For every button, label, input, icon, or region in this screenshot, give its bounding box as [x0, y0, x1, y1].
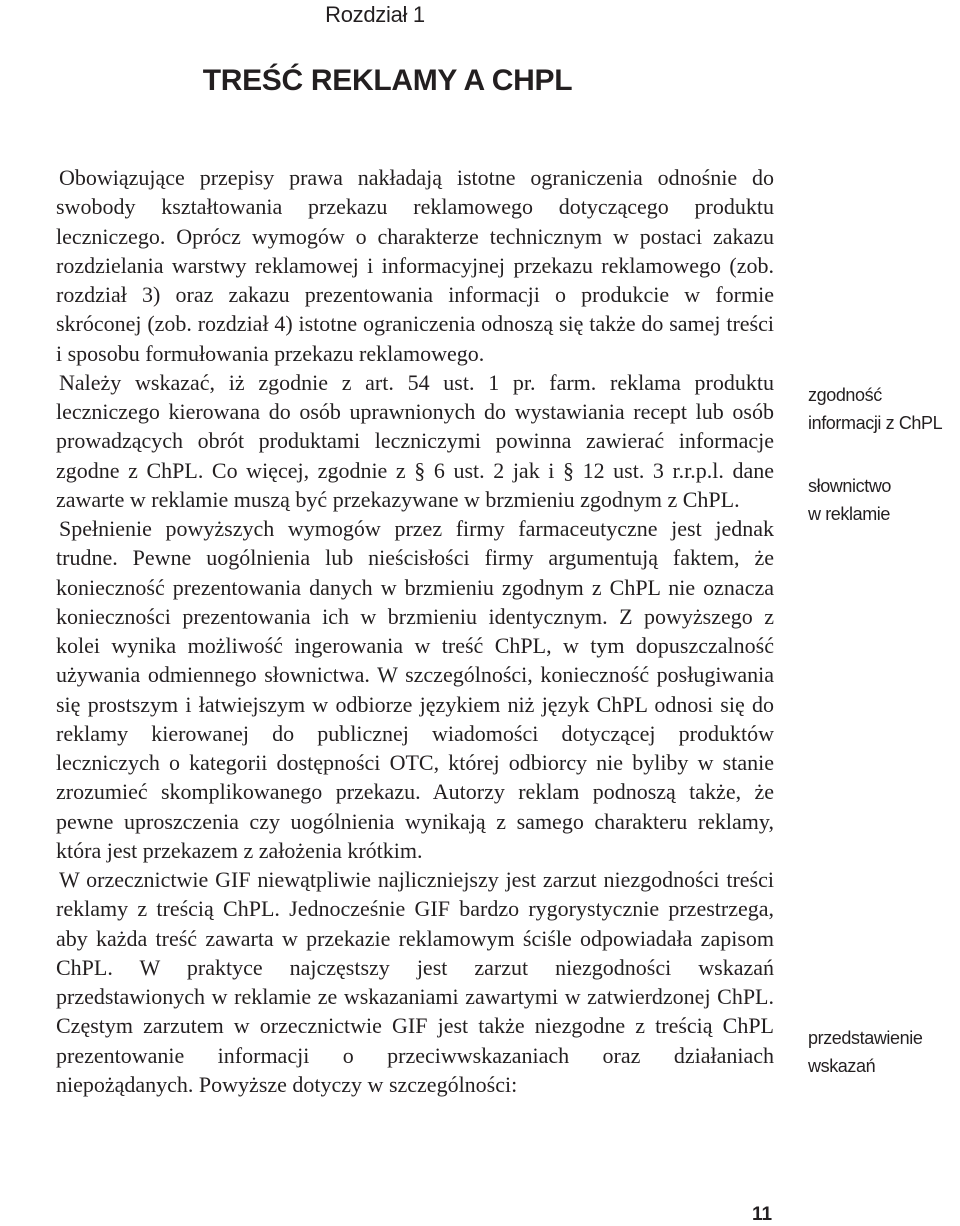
margin-note-line: przedstawienie — [808, 1028, 923, 1048]
margin-note-line: w reklamie — [808, 504, 891, 524]
margin-note-indications — [808, 1024, 958, 1080]
margin-note-line: informacji z ChPL — [808, 413, 943, 433]
paragraph-intro: Obowiązujące przepisy prawa nakładają istotne ograniczenia odnośnie do swobody kształtowania przekazu reklamowego dotyczącego produktu leczniczego. Oprócz wymogów o charakterze technicznym w postaci zakazu rozdzielania warstwy reklamowej i informacyjnej przekazu reklamowego (zob. rozdział 3) oraz zakazu prezentowania informacji o produkcie w formie skróconej (zob. rozdział 4) istotne ograniczenia odnoszą się także do samej treści i sposobu formułowania przekazu reklamowego. — [56, 165, 774, 366]
margin-note-chpl-consistency — [808, 381, 958, 437]
margin-note-vocabulary — [808, 472, 958, 528]
margin-note-line: zgodność — [808, 385, 882, 405]
page-number: 11 — [752, 1204, 773, 1225]
chapter-title: TREŚĆ REKLAMY A CHPL — [202, 64, 573, 97]
paragraph-legal-basis: Należy wskazać, iż zgodnie z art. 54 ust. 1 pr. farm. reklama produktu leczniczego kierowana do osób uprawnionych do wystawiania recept lub osób prowadzących obrót produktami leczniczymi powinna zawierać informacje zgodne z ChPL. Co więcej, zgodnie z § 6 ust. 2 jak i § 12 ust. 3 r.r.p.l. dane zawarte w reklamie muszą być przekazywane w brzmieniu zgodnym z ChPL. — [56, 369, 774, 512]
chapter-label: Rozdział 1 — [325, 2, 425, 27]
paragraph-gif-case-law: W orzecznictwie GIF niewątpliwie najliczniejszy jest zarzut niezgodności treści reklamy z treścią ChPL. Jednocześnie GIF bardzo rygorystycznie przestrzega, aby każda treść zawarta w przekazie reklamowym ściśle odpowiadała zapisom ChPL. W praktyce najczęstszy jest zarzut niezgodności wskazań przedstawionych w reklamie ze wskazaniami zawartymi w zatwierdzonej ChPL. Częstym zarzutem w orzecznictwie GIF jest także niezgodne z treścią ChPL prezentowanie informacji o przeciwwskazaniach oraz działaniach niepożądanych. Powyższe dotyczy w szczególności: — [56, 867, 774, 1097]
margin-note-line: słownictwo — [808, 476, 892, 496]
paragraph-difficulties: Spełnienie powyższych wymogów przez firmy farmaceutyczne jest jednak trudne. Pewne uogólnienia lub nieścisłości firmy argumentują faktem, że konieczność prezentowania danych w brzmieniu zgodnym z ChPL nie oznacza konieczności prezentowania ich w brzmieniu identycznym. Z powyższego z kolei wynika możliwość ingerowania w treść ChPL, w tym dopuszczalność używania odmiennego słownictwa. W szczególności, konieczność posługiwania się prostszym i łatwiejszym w odbiorze językiem niż język ChPL odnosi się do reklamy kierowanej do publicznej wiadomości dotyczącej produktów leczniczych o kategorii dostępności OTC, której odbiorcy nie byliby w stanie zrozumieć skomplikowanego przekazu. Autorzy reklam podnoszą także, że pewne uproszczenia czy uogólnienia wynikają z samego charakteru reklamy, która jest przekazem z założenia krótkim. — [56, 516, 774, 863]
margin-note-line: wskazań — [808, 1056, 876, 1076]
body-text — [56, 163, 774, 1099]
